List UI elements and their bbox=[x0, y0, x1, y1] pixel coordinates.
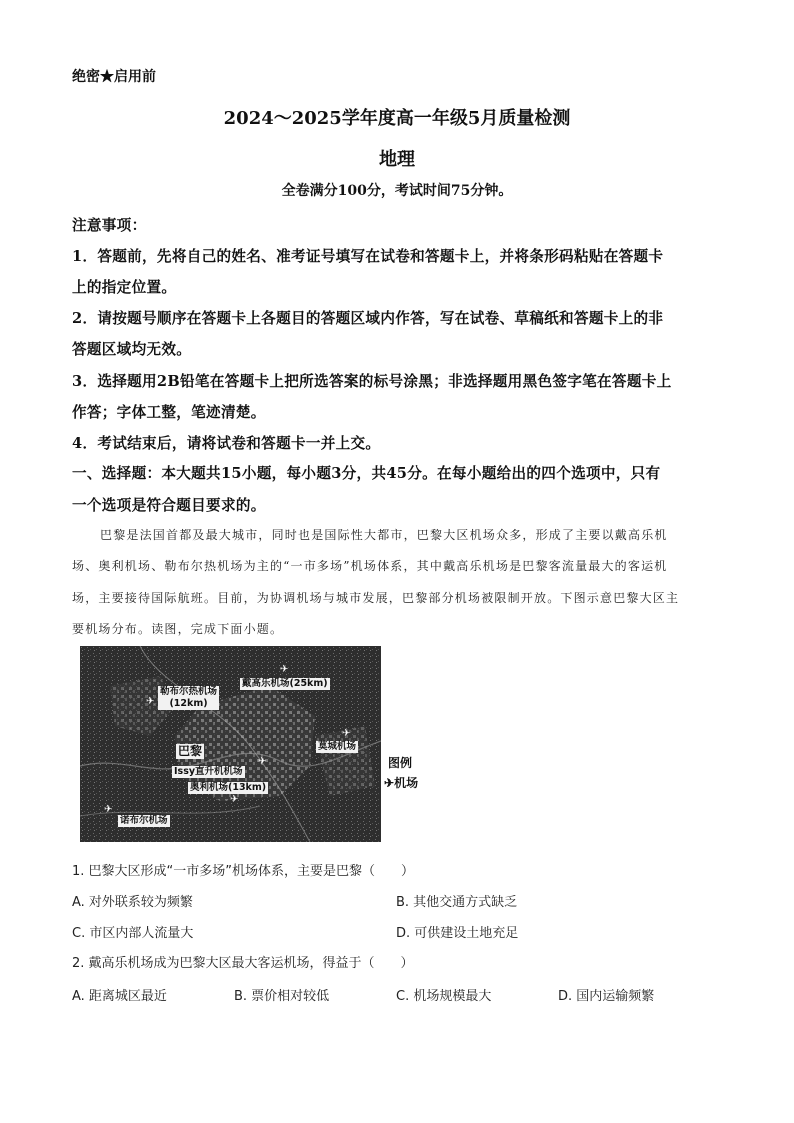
passage-line-1: 巴黎是法国首都及最大城市，同时也是国际性大都市，巴黎大区机场众多，形成了主要以戴高乐机 bbox=[100, 528, 668, 542]
notice-item-1-line-2: 上的指定位置。 bbox=[72, 279, 177, 296]
legend-title: 图例 bbox=[388, 756, 413, 770]
legend-item bbox=[384, 774, 418, 791]
question-1-stem: 1. 巴黎大区形成“一市多场”机场体系，主要是巴黎（ ） bbox=[72, 864, 415, 879]
secret-label: 绝密★启用前 bbox=[72, 69, 156, 85]
question-2-option-a: A. 距离城区最近 bbox=[72, 989, 167, 1004]
question-1-option-a: A. 对外联系较为频繁 bbox=[72, 895, 193, 910]
passage-line-2: 场、奥利机场、勒布尔热机场为主的“一市多场”机场体系，其中戴高乐机场是巴黎客流量最大的客运机 bbox=[72, 559, 668, 573]
exam-title: 2024～2025学年度高一年级5月质量检测 bbox=[223, 108, 571, 129]
subject-title: 地理 bbox=[379, 149, 415, 170]
map-label-paris: 巴黎 bbox=[178, 744, 203, 758]
map-label-issy: Issy直升机机场 bbox=[174, 766, 243, 777]
notice-item-2-line-1: 2．请按题号顺序在答题卡上各题目的答题区域内作答，写在试卷、草稿纸和答题卡上的非 bbox=[72, 310, 664, 327]
airport-icon: ✈ bbox=[104, 804, 113, 815]
question-2-option-c: C. 机场规模最大 bbox=[396, 989, 492, 1004]
paris-airports-map bbox=[80, 646, 381, 842]
legend-item-label: 机场 bbox=[394, 776, 419, 790]
map-label-lebourget-name: 勒布尔热机场 bbox=[160, 686, 218, 697]
map-label-lebourget bbox=[158, 686, 219, 710]
airport-icon: ✈ bbox=[230, 794, 239, 805]
notice-item-3-line-2: 作答；字体工整，笔迹清楚。 bbox=[72, 404, 266, 421]
question-2-stem: 2. 戴高乐机场成为巴黎大区最大客运机场，得益于（ ） bbox=[72, 956, 414, 971]
question-2-option-b: B. 票价相对较低 bbox=[234, 989, 330, 1004]
passage-line-3: 场，主要接待国际航班。目前，为协调机场与城市发展，巴黎部分机场被限制开放。下图示意巴黎大区主 bbox=[72, 591, 680, 605]
notice-item-2-line-2: 答题区域均无效。 bbox=[72, 341, 192, 358]
airport-legend-icon: ✈ bbox=[384, 776, 395, 790]
notice-heading: 注意事项： bbox=[72, 217, 147, 234]
airport-icon: ✈ bbox=[342, 728, 351, 739]
question-1-option-c: C. 市区内部人流量大 bbox=[72, 926, 194, 941]
map-label-lebourget-distance: (12km) bbox=[169, 698, 208, 709]
section-1-heading-line-1: 一、选择题：本大题共15小题，每小题3分，共45分。在每小题给出的四个选项中，只有 bbox=[72, 465, 661, 482]
notice-item-4: 4．考试结束后，请将试卷和答题卡一并上交。 bbox=[72, 435, 381, 452]
notice-item-1-line-1: 1．答题前，先将自己的姓名、准考证号填写在试卷和答题卡上，并将条形码粘贴在答题卡 bbox=[72, 248, 664, 265]
map-label-toussus: 诺布尔机场 bbox=[120, 815, 168, 826]
question-2-option-d: D. 国内运输频繁 bbox=[558, 989, 655, 1004]
map-label-orly: 奥利机场(13km) bbox=[190, 782, 267, 793]
airport-icon: ✈ bbox=[146, 696, 155, 707]
passage-line-4: 要机场分布。读图，完成下面小题。 bbox=[72, 622, 284, 636]
notice-item-3-line-1: 3．选择题用2B铅笔在答题卡上把所选答案的标号涂黑；非选择题用黑色签字笔在答题卡上 bbox=[72, 373, 672, 390]
map-label-cdg: 戴高乐机场(25km) bbox=[242, 678, 328, 689]
airport-icon: ✈ bbox=[280, 664, 289, 675]
question-1-option-b: B. 其他交通方式缺乏 bbox=[396, 895, 518, 910]
question-1-option-d: D. 可供建设土地充足 bbox=[396, 926, 519, 941]
section-1-heading-line-2: 一个选项是符合题目要求的。 bbox=[72, 497, 266, 514]
score-line: 全卷满分100分，考试时间75分钟。 bbox=[281, 183, 513, 199]
airport-icon: ✈ bbox=[258, 756, 267, 767]
map-label-meaux: 莫城机场 bbox=[318, 741, 357, 752]
